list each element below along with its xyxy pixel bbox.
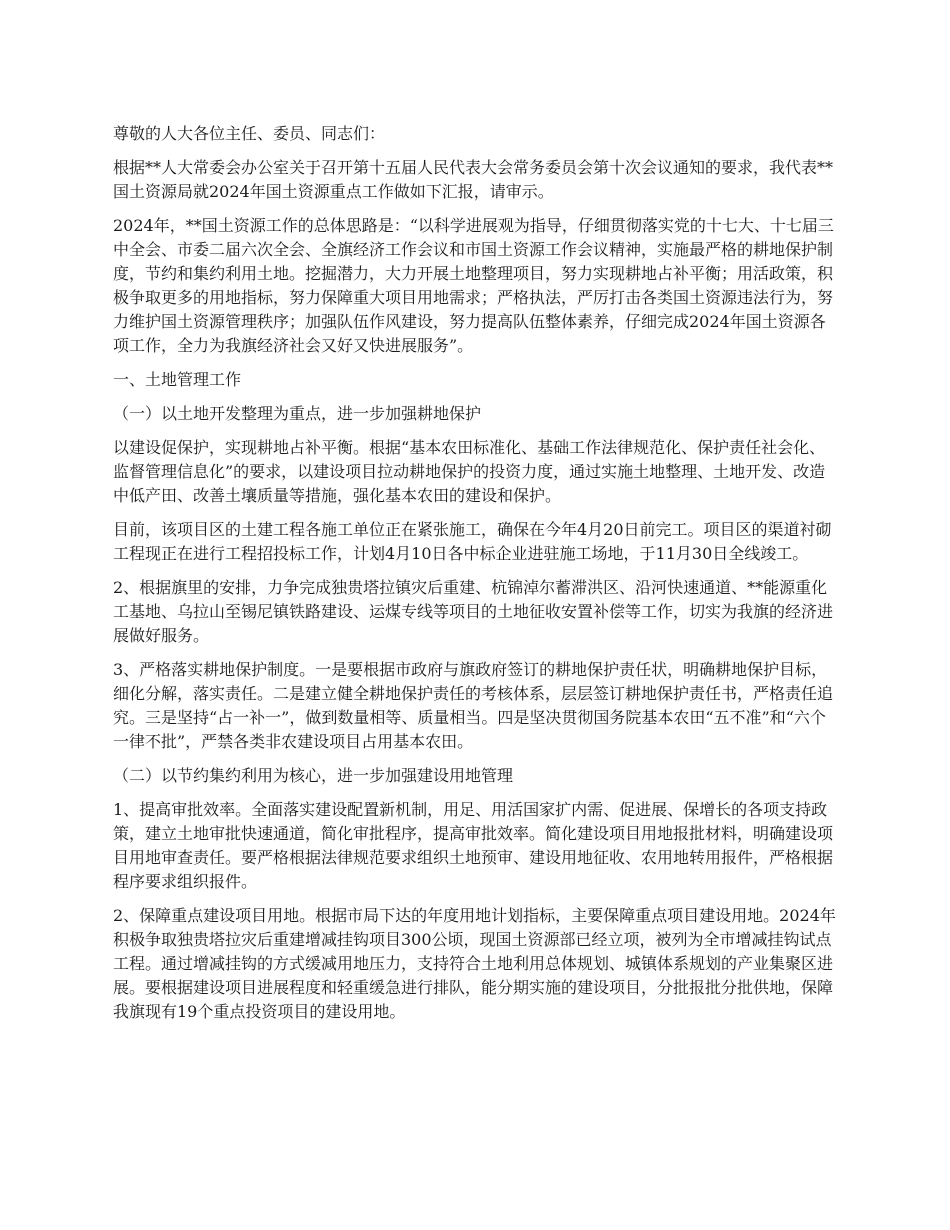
subsection-heading-intensive-use: （二）以节约集约利用为核心，进一步加强建设用地管理	[113, 766, 514, 785]
paragraph-intro: 根据**人大常委会办公室关于召开第十五届人民代表大会常务委员会第十次会议通知的要求，我代表**国土资源局就2024年国土资源重点工作做如下汇报，请审示。	[113, 158, 834, 201]
paragraph-protection-through-construction: 以建设促保护，实现耕地占补平衡。根据“基本农田标准化、基础工作法律规范化、保护责任社会化、监督管理信息化”的要求，以建设项目拉动耕地保护的投资力度，通过实施土地整理、土地开发、改造中低产田、改善土壤质量等措施，强化基本农田的建设和保护。	[113, 438, 826, 505]
subsection-heading-land-development: （一）以土地开发整理为重点，进一步加强耕地保护	[113, 404, 482, 423]
paragraph-item-2-land-acquisition: 2、根据旗里的安排，力争完成独贵塔拉镇灾后重建、杭锦淖尔蓄滞洪区、沿河快速通道、**能源重化工基地、乌拉山至锡尼镇铁路建设、运煤专线等项目的土地征收安置补偿等工作，切实为我旗的经济进展做好服务。	[113, 578, 834, 645]
section-heading-land-management: 一、土地管理工作	[113, 370, 242, 389]
paragraph-item-2-key-projects: 2、保障重点建设项目用地。根据市局下达的年度用地计划指标，主要保障重点项目建设用地。2024年积极争取独贵塔拉灾后重建增减挂钩项目300公顷，现国土资源部已经立项，被列为全市增减挂钩试点工程。通过增减挂钩的方式缓减用地压力，支持符合土地利用总体规划、城镇体系规划的产业集聚区进展。要根据建设项目进展程度和轻重缓急进行排队，能分期实施的建设项目，分批报批分批供地，保障我旗现有19个重点投资项目的建设用地。	[113, 906, 836, 1021]
paragraph-item-3-farmland-protection: 3、严格落实耕地保护制度。一是要根据市政府与旗政府签订的耕地保护责任状，明确耕地保护目标，细化分解，落实责任。二是建立健全耕地保护责任的考核体系，层层签订耕地保护责任书，严格责任追究。三是坚持“占一补一”，做到数量相等、质量相当。四是坚决贯彻国务院基本农田“五不准”和“六个一律不批”，严禁各类非农建设项目占用基本农田。	[113, 660, 834, 751]
paragraph-item-1-approval-efficiency: 1、提高审批效率。全面落实建设配置新机制，用足、用活国家扩内需、促进展、保增长的各项支持政策，建立土地审批快速通道，简化审批程序，提高审批效率。简化建设项目用地报批材料，明确建设项目用地审查责任。要严格根据法律规范要求组织土地预审、建设用地征收、农用地转用报件，严格根据程序要求组织报件。	[113, 800, 834, 891]
paragraph-project-progress: 目前，该项目区的土建工程各施工单位正在紧张施工，确保在今年4月20日前完工。项目区的渠道衬砌工程现正在进行工程招投标工作，计划4月10日各中标企业进驻施工场地，于11月30日全线竣工。	[113, 520, 832, 563]
document-body	[113, 122, 840, 1034]
greeting: 尊敬的人大各位主任、委员、同志们：	[113, 124, 386, 143]
paragraph-overall-approach: 2024年，**国土资源工作的总体思路是：“以科学进展观为指导，仔细贯彻落实党的十七大、十七届三中全会、市委二届六次全会、全旗经济工作会议和市国土资源工作会议精神，实施最严格的耕地保护制度，节约和集约利用土地。挖掘潜力，大力开展土地整理项目，努力实现耕地占补平衡；用活政策，积极争取更多的用地指标，努力保障重大项目用地需求；严格执法，严厉打击各类国土资源违法行为，努力维护国土资源管理秩序；加强队伍作风建设，努力提高队伍整体素养，仔细完成2024年国土资源各项工作，全力为我旗经济社会又好又快进展服务”。	[113, 216, 834, 355]
